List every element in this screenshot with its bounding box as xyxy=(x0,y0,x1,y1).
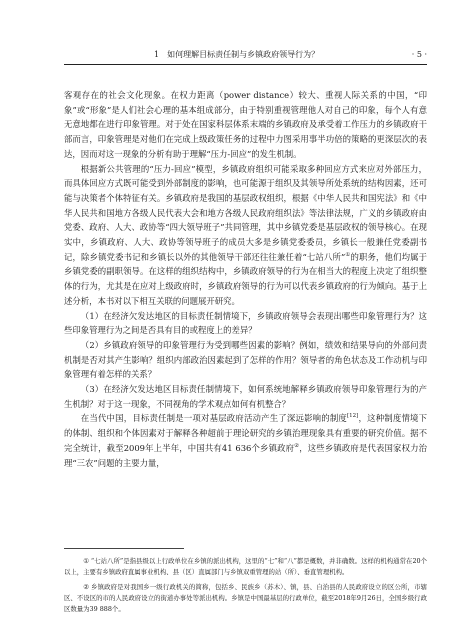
paragraph-text: 在当代中国，目标责任制是一项对基层政府活动产生了深远影响的制度 xyxy=(80,413,348,424)
research-question-3: （3）在经济欠发达地区目标责任制情境下，如何系统地解释乡镇政府领导印象管理行为的产生机制？对于这一现象，不同视角的学术观点如何有机整合？ xyxy=(64,384,427,409)
footnote-rule xyxy=(64,548,184,549)
research-question-2: （2）乡镇政府领导的印象管理行为受到哪些因素的影响？例如，绩效和结果导向的外部问责机制是否对其产生影响？组织内部政治因素起到了怎样的作用？领导者的角色状态及工作动机与印象管理有着怎样的关系？ xyxy=(64,339,427,380)
header-rule xyxy=(64,64,427,65)
paragraph-text: 根据新公共管理的“压力-回应”模型，乡镇政府组织可能采取多种回应方式来应对外部压力，而具体回应方式既可能受到外部制度的影响，也可能源于组织及其领导所处系统的结构因素，还可能与决策者个体特征有关。乡镇政府是我国的基层政权组织，根据《中华人民共和国宪法》和《中华人民共和国地方各级人民代表大会和地方各级人民政府组织法》等法律法规，广义的乡镇政府由党委、政府、人大、政协等“四大领导班子”共同管理，其中乡镇党委是基层政权的领导核心。在现实中，乡镇政府、人大、政协等领导班子的成员大多是乡镇党委委员，乡镇长一般兼任党委副书记，除乡镇党委书记和乡镇长以外的其他领导干部还往往兼任着“七站八所” xyxy=(64,163,427,262)
running-header xyxy=(64,48,427,62)
paragraph-text: ，这些乡镇政府是代表国家权力治理“三农”问题的主要力量， xyxy=(64,442,428,468)
footnote-ref-2[interactable]: ② xyxy=(294,443,300,450)
running-title: 1 如何理解目标责任制与乡镇政府领导行为？ xyxy=(154,50,320,59)
footnote-1 xyxy=(64,556,427,578)
paragraph-text: ，这种制度情境下的体制、组织和个体因素对于解释各种超前于理论研究的乡镇治理现象具有重要的研究价值。据不完全统计，截至2009年上半年，中国共有41 636个乡镇政府 xyxy=(64,413,428,453)
footnote-2 xyxy=(64,582,427,615)
footnote-ref-1[interactable]: ① xyxy=(345,251,351,258)
paragraph xyxy=(64,162,427,309)
footnote-mark: ① xyxy=(83,557,89,565)
page-number: · 5 · xyxy=(411,50,427,59)
body-text xyxy=(64,88,427,470)
footnotes xyxy=(64,556,427,619)
footnote-mark: ② xyxy=(83,583,89,591)
paragraph-text: 的职务，他们均属于乡镇党委的副职领导。在这样的组织结构中，乡镇政府领导的行为在相当大的程度上决定了组织整体的行为，尤其是在应对上级政府时，乡镇政府领导的行为可以代表乡镇政府的行为倾向。基于上述分析，本书对以下相互关联的问题展开研究。 xyxy=(64,251,427,306)
footnote-text: 乡镇政府是对我国乡一级行政机关的简称，包括乡、民族乡（苏木）、镇，县、自治县的人民政府设立的区公所，市辖区、不设区的市的人民政府设立的街道办事处等派出机构。乡镇是中国最基层的行政单位，截至2018年9月26日，全国乡级行政区数量为39 888个。 xyxy=(64,583,427,613)
paragraph xyxy=(64,411,427,470)
footnote-text: “七站八所”是指县级以上行政单位在乡镇的派出机构，这里的“七”和“八”都是概数，并非确数。这样的机构通常在20个以上，主要有乡镇政府直属事业机构、县（区）直属部门与乡镇双重管理的站（所）、垂直管理机构。 xyxy=(64,557,427,576)
paragraph: 客观存在的社会文化现象。在权力距离（power distance）较大、重视人际关系的中国，“印象”或“形象”是人们社会心理的基本组成部分，由于特别重视管理他人对自己的印象，每个人有意无意地都在进行印象管理。对于处在国家科层体系末端的乡镇政府及承受着工作压力的乡镇政府干部而言，印象管理是对他们在完成上级政策任务的过程中力图采用事半功倍的策略的更深层次的表达，因而对这一现象的分析有助于理解“压力-回应”的发生机制。 xyxy=(64,90,427,159)
citation-ref[interactable]: [12] xyxy=(347,413,359,420)
research-question-1: （1）在经济欠发达地区的目标责任制情境下，乡镇政府领导会表现出哪些印象管理行为？这些印象管理行为之间是否具有目的或程度上的差异？ xyxy=(64,310,427,336)
